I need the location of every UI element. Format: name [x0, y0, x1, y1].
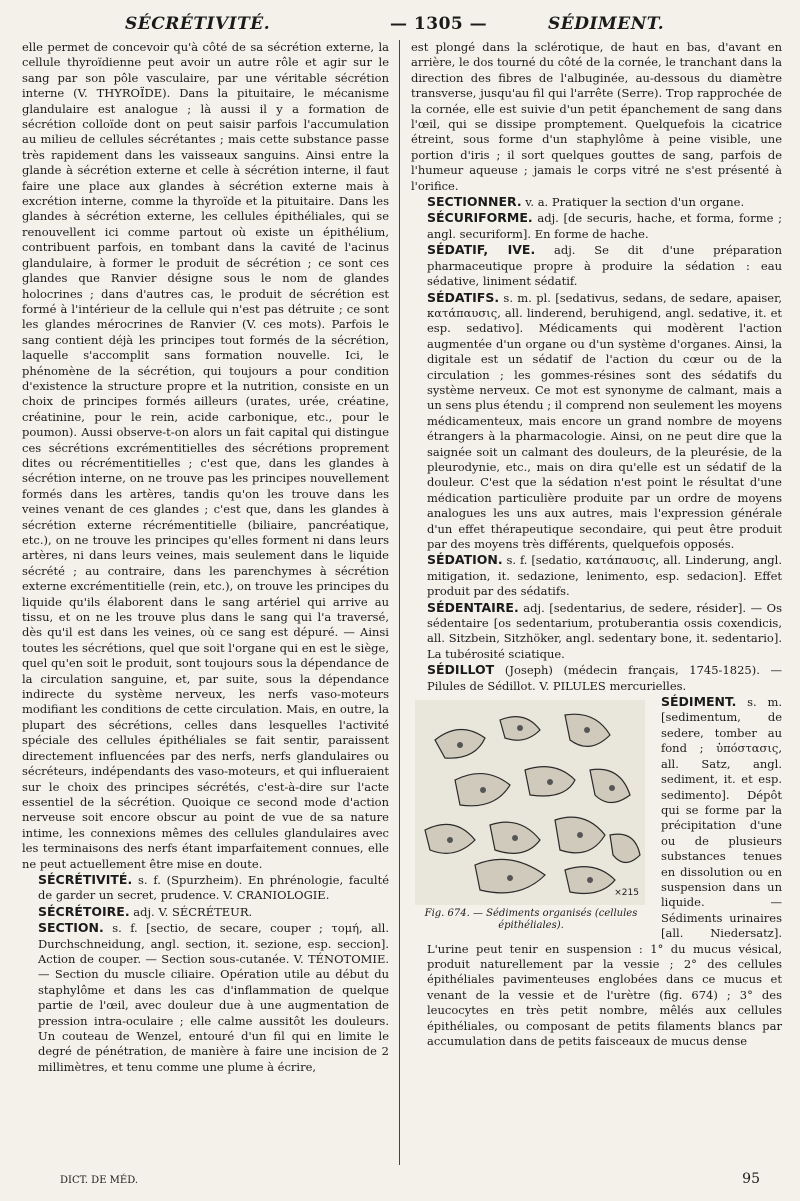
entry-definition: s. m. [sedimentum, de sedere, tomber au fond ; ὑπόστασις, all. Satz, angl. sediment, it. et esp. sedimento]. Dépôt qui se forme par la précipitation d'une ou de plusieurs substances tenues en dissolution ou en suspension dans un liquide. — Sédiments urinaires [all. Niedersatz]. L'urine peut tenir en suspension : 1° du mucus vésical, produit naturellement par la vessie ; 2° des cellules épithéliales pavimenteuses englobées dans ce mucus et venant de la vessie et de l'urètre (fig. 674) ; 3° des leucocytes en très petit nombre, mêlés aux cellules épithéliales, ou composant de petits filaments blancs par accumulation dans de petits faisceaux de mucus dense: [427, 695, 782, 1048]
entry-definition: s. f. (Spurzheim). En phrénologie, faculté de garder un secret, prudence. V. CRANIOLOGIE.: [38, 872, 389, 903]
entry-definition: adj. Se dit d'une préparation pharmaceutique propre à produire la sédation : eau sédative, liniment sédatif.: [427, 243, 782, 289]
magnification-label: ×215: [614, 887, 639, 898]
running-header: [20, 8, 785, 38]
dictionary-entry-secretoire: [22, 904, 389, 920]
dictionary-entry-sedatifs: [411, 290, 782, 553]
figure-caption: Fig. 674. — Sédiments organisés (cellules épithéliales).: [424, 908, 638, 932]
entry-headword: SÉDENTAIRE.: [427, 599, 519, 615]
signature-number: 95: [742, 1171, 760, 1187]
column-divider: [399, 40, 400, 1165]
entry-headword: SÉDATION.: [427, 552, 503, 568]
entry-definition: s. f. [sectio, de secare, couper ; τομή, all. Durchschneidung, angl. section, it. sezione, esp. seccion]. Action de couper. — Section sous-cutanée. V. TÉNOTOMIE. — Section du muscle ciliaire. Opération utile au début du staphylôme et dans les cas d'inflammation de quelque partie de l'œil, avec douleur due à une augmentation de pression intra-oculaire ; elle calme aussitôt les douleurs. Un couteau de Wenzel, entouré d'un fil qui en limite le degré de pénétration, de manière à faire une incision de 2 millimètres, et tenu comme une plume à écrire,: [38, 921, 389, 1074]
header-page-number: — 1305 —: [390, 14, 488, 34]
entry-headword: SÉDIMENT.: [661, 694, 737, 710]
entry-headword: SÉCURIFORME.: [427, 210, 533, 226]
entry-headword: SÉCRÉTOIRE.: [38, 903, 130, 919]
entry-definition: v. a. Pratiquer la section d'un organe.: [525, 195, 745, 210]
entry-definition: s. m. pl. [sedativus, sedans, de sedare, apaiser, κατάπαυσις, all. linderend, beruhigend, angl. sedative, it. et esp. sedativo]. Médicaments qui modèrent l'action augmentée d'un organe ou d'un système d'organes. Ainsi, la digitale est un sédatif de l'action du cœur ou de la circulation ; les gommes-résines sont des sédatifs du système nerveux. Ce mot est synonyme de calmant, mais a un sens plus étendu ; il comprend non seulement les moyens médicamenteux, mais encore un grand nombre de moyens étrangers à la pharmacologie. Ainsi, on ne peut dire que la saignée soit un calmant des douleurs, de la pleurésie, de la pleurodynie, etc., mais on dira qu'elle est un sédatif de la douleur. C'est que la sédation n'est point le résultat d'une médication particulière produite par un ordre de moyens analogues les uns aux autres, mais l'expression générale d'un effet thérapeutique secondaire, qui peut être produit par des moyens très différents, quelquefois opposés.: [427, 290, 782, 551]
entry-headword: SECTIONNER.: [427, 194, 522, 210]
dictionary-entry-sedentaire: [411, 600, 782, 663]
continued-paragraph: elle permet de concevoir qu'à côté de sa sécrétion externe, la cellule thyroïdienne peut avoir un autre rôle et agir sur le sang par son pôle vasculaire, par une véritable sécrétion interne (V. THYROÏDE). Dans la pituitaire, le mécanisme glandulaire est analogue ; là aussi il y a formation de sécrétion colloïde dont on peut saisir parfois l'accumulation au milieu de cellules sécrétantes ; mais cette substance passe très rapidement dans les vaisseaux sanguins. Ainsi entre la glande à sécrétion externe et celle à sécrétion interne, il faut faire une place aux glandes à sécrétion externe mais à excrétion interne, comme la thyroïde et la pituitaire. Dans les glandes à sécrétion externe, les cellules épithéliales, qui se renouvellent ici comme partout où existe un épithélium, contribuent parfois, en tombant dans la cavité de l'acinus glandulaire, à former le produit de sécrétion ; ce sont ces glandes que Ranvier désigne sous le nom de glandes holocrines ; dans d'autres cas, le produit de sécrétion est formé à l'intérieur de la cellule qui n'est pas détruite ; ce sont les glandes mérocrines de Ranvier (V. ces mots). Parfois le sang contient déjà les principes tout formés de la sécrétion, laquelle s'accomplit sans formation nouvelle. Ici, le phénomène de la sécrétion, qui toujours a pour condition d'existence la structure propre et la nutrition, consiste en un choix de principes formés ailleurs (urates, urée, créatine, créatinine, pour le rein, acide carbonique, etc., pour le poumon). Aussi observe-t-on alors un fait capital qui distingue ces sécrétions excrémentitielles des sécrétions proprement dites ou récrémentitielles ; c'est que, dans les glandes à sécrétion interne, on ne trouve pas les principes nouvellement formés dans les artères, tandis qu'on les trouve dans les veines venant de ces glandes ; c'est que, dans les glandes à sécrétion externe récrémentitielle (biliaire, pancréatique, etc.), on ne trouve les principes qu'elles forment ni dans leurs artères, ni dans leurs veines, mais seulement dans le liquide sécrété ; au contraire, dans les parenchymes à sécrétion externe excrémentitielle (rein, etc.), on trouve les principes du liquide qu'ils élaborent dans le sang artériel qui arrive au tissu, et on ne les trouve plus dans le sang qui l'a traversé, dès qu'il est dans les veines, où ce sang est dépuré. — Ainsi toutes les sécrétions, quel que soit l'organe qui en est le siège, quel qu'en soit le produit, sont toujours sous la dépendance de la circulation sanguine, et, par suite, sous la dépendance indirecte du système nerveux, les nerfs vaso-moteurs modifiant les conditions de cette circulation. Mais, en outre, la plupart des sécrétions, celles dans lesquelles l'activité spéciale des cellules épithéliales se fait sentir, paraissent directement influencées par des nerfs, nerfs glandulaires ou sécréteurs, indépendants des vaso-moteurs, et qui influeraient sur le choix des principes sécrétés, c'est-à-dire sur l'acte essentiel de la sécrétion. Quoique ce second mode d'action nerveuse soit encore obscur au point de vue de sa nature intime, les connexions mêmes des cellules glandulaires avec les terminaisons des nerfs étant imparfaitement connues, elle ne peut actuellement être mise en doute.: [22, 40, 389, 871]
dictionary-entry-sectionner: [411, 194, 782, 210]
epithelial-cells-drawing: [415, 700, 645, 905]
header-left-title: SÉCRÉTIVITÉ.: [125, 14, 271, 34]
page-footer: [60, 1171, 760, 1191]
entry-headword: SÉDILLOT: [427, 662, 495, 678]
entry-headword: SECTION.: [38, 920, 104, 936]
entry-headword: SÉDATIFS.: [427, 289, 500, 305]
entry-definition: adj. [de securis, hache, et forma, forme ; angl. securiform]. En forme de hache.: [427, 211, 782, 241]
entry-definition: adj. [sedentarius, de sedere, résider]. — Os sédentaire [os sedentarium, protuberantia ossis coxendicis, all. Sitzbein, Sitzhöker, angl. sedentary bone, it. sedentario]. La tubérosité sciatique.: [427, 600, 782, 661]
figure-674: [411, 700, 651, 932]
dictionary-entry-section: [22, 920, 389, 1075]
dictionary-entry-sedation: [411, 552, 782, 599]
signature-mark: DICT. DE MÉD.: [60, 1175, 139, 1186]
entry-headword: SÉDATIF, IVE.: [427, 242, 536, 258]
left-column: [22, 40, 389, 1163]
sediment-cells-illustration: [415, 700, 645, 905]
right-column: [411, 40, 782, 1163]
header-right-title: SÉDIMENT.: [548, 14, 665, 34]
dictionary-entry-secretivite: [22, 872, 389, 904]
continued-paragraph: est plongé dans la sclérotique, de haut en bas, d'avant en arrière, le dos tourné du côté de la cornée, le tranchant dans la direction des fibres de l'albuginée, au-dessous du diamètre transverse, jusqu'au fil qui l'arrête (Serre). Trop rapprochée de la cornée, elle est suivie d'un petit épanchement de sang dans l'œil, qui se dissipe promptement. Quelquefois la cicatrice étreint, sous forme d'un staphylôme à peine visible, une portion d'iris ; il sort quelques gouttes de sang, parfois de l'humeur aqueuse ; jamais le corps vitré ne s'est présenté à l'orifice.: [411, 40, 782, 193]
dictionary-entry-sedatif: [411, 242, 782, 289]
entry-definition: adj. V. SÉCRÉTEUR.: [133, 904, 253, 919]
dictionary-entry-securiforme: [411, 210, 782, 242]
entry-definition: s. f. [sedatio, κατάπαυσις, all. Linderung, angl. mitigation, it. sedazione, lenimento, esp. sedacion]. Effet produit par des sédatifs.: [427, 553, 782, 599]
entry-headword: SÉCRÉTIVITÉ.: [38, 871, 133, 887]
entry-definition: (Joseph) (médecin français, 1745-1825). — Pilules de Sédillot. V. PILULES mercurielles.: [427, 663, 782, 693]
dictionary-entry-sedillot: [411, 662, 782, 694]
